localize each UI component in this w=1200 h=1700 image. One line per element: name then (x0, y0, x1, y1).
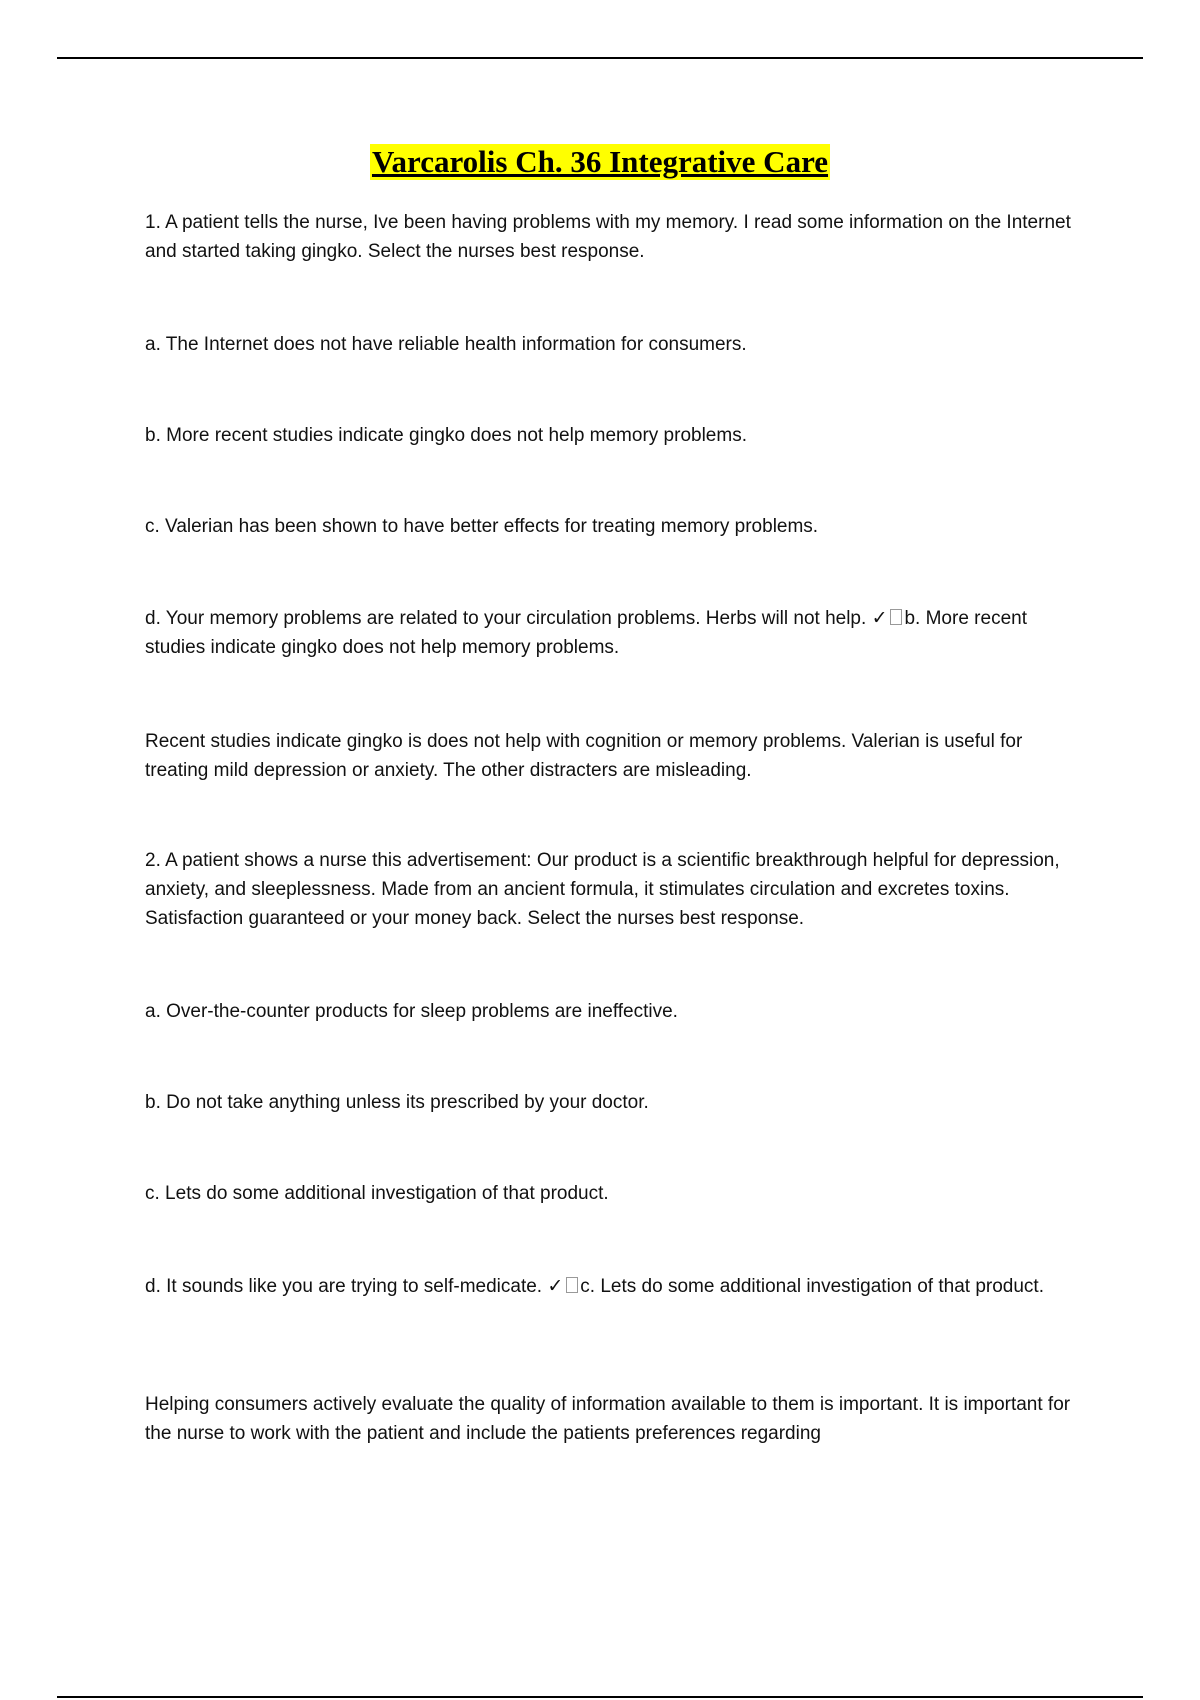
question-1-option-b: b. More recent studies indicate gingko does not help memory problems. (145, 425, 747, 446)
check-mark-icon: ✓ (871, 607, 888, 629)
option-d-text: d. It sounds like you are trying to self-medicate. (145, 1276, 543, 1297)
header-rule (57, 57, 1143, 59)
footer-rule (57, 1696, 1143, 1698)
checkbox-icon (566, 1277, 578, 1293)
question-2-option-d (145, 1272, 1085, 1301)
question-1-answer: b. More recent studies indicate gingko does not help memory problems. (145, 608, 1027, 658)
page-title: Varcarolis Ch. 36 Integrative Care (371, 144, 829, 179)
checkbox-icon (890, 609, 902, 625)
question-1-rationale: Recent studies indicate gingko is does not help with cognition or memory problems. Valerian is useful for treating mild depression or anxiety. The other distracters are misleading. (145, 731, 1023, 781)
question-2-option-c: c. Lets do some additional investigation of that product. (145, 1183, 609, 1204)
question-1-option-d (145, 604, 1085, 662)
question-2-stem: 2. A patient shows a nurse this advertisement: Our product is a scientific breakthrough helpful for depression, anxiety, and sleeplessness. Made from an ancient formula, it stimulates circulation and excretes toxins. Satisfaction guaranteed or your money back. Select the nurses best response. (145, 850, 1060, 929)
question-2-option-a: a. Over-the-counter products for sleep problems are ineffective. (145, 1001, 678, 1022)
option-d-text: d. Your memory problems are related to your circulation problems. Herbs will not help. (145, 608, 867, 629)
question-1-option-c: c. Valerian has been shown to have better effects for treating memory problems. (145, 516, 819, 537)
title-container (0, 144, 1200, 180)
check-mark-icon: ✓ (547, 1275, 564, 1297)
question-2-answer: c. Lets do some additional investigation of that product. (580, 1276, 1044, 1297)
question-2-option-b: b. Do not take anything unless its prescribed by your doctor. (145, 1092, 649, 1113)
question-1-option-a: a. The Internet does not have reliable health information for consumers. (145, 334, 747, 355)
question-1-stem: 1. A patient tells the nurse, Ive been having problems with my memory. I read some information on the Internet and started taking gingko. Select the nurses best response. (145, 212, 1071, 262)
question-2-rationale: Helping consumers actively evaluate the quality of information available to them is important. It is important for the nurse to work with the patient and include the patients preferences regarding (145, 1394, 1071, 1444)
